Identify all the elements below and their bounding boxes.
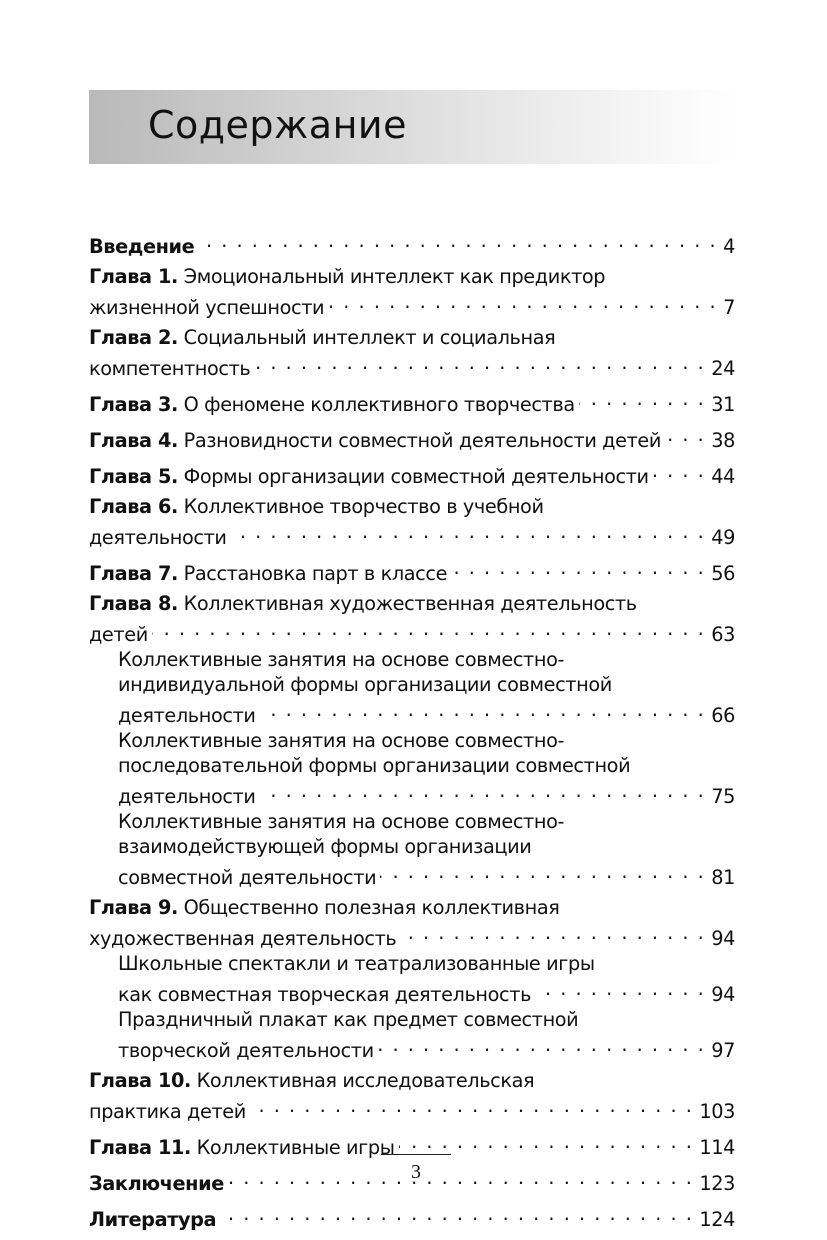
toc-entry-label: Глава 5. xyxy=(89,465,178,488)
dot-leader xyxy=(399,1129,694,1154)
dot-leader xyxy=(228,1165,694,1190)
toc-page-number: 44 xyxy=(711,465,735,488)
toc-subentry-title-end: творческой деятельности xyxy=(118,1039,374,1062)
toc-page-number: 114 xyxy=(699,1136,735,1159)
toc-page-number: 94 xyxy=(711,983,735,1006)
toc-entry-chapter-1[interactable] xyxy=(89,264,735,320)
toc-page-number: 123 xyxy=(699,1172,735,1195)
dot-leader xyxy=(400,920,705,945)
dot-leader xyxy=(451,555,705,580)
toc-entry-introduction[interactable] xyxy=(89,228,735,259)
toc-entry-title-end: компетентность xyxy=(89,357,251,380)
toc-subentry-line: Коллективные занятия на основе совместно- xyxy=(118,810,565,833)
toc-entry-title: Эмоциональный интеллект как предиктор xyxy=(183,265,606,288)
dot-leader xyxy=(535,976,705,1001)
toc-entry-title: О феномене коллективного творчества xyxy=(183,393,575,416)
dot-leader xyxy=(220,1201,693,1226)
toc-page-number: 49 xyxy=(711,526,735,549)
toc-subentry[interactable] xyxy=(118,951,735,1007)
toc-entry-chapter-5[interactable] xyxy=(89,458,735,489)
toc-subentry-title-end: деятельности xyxy=(118,785,256,808)
dot-leader xyxy=(260,697,706,722)
toc-subentry-line: Коллективные занятия на основе совместно- xyxy=(118,648,565,671)
toc-entry-title-end: практика детей xyxy=(89,1100,246,1123)
dot-leader xyxy=(254,350,705,375)
dot-leader xyxy=(378,1032,706,1057)
toc-entry-chapter-6[interactable] xyxy=(89,494,735,550)
toc-entry-label: Глава 6. xyxy=(89,495,178,518)
toc-page-number: 38 xyxy=(711,429,735,452)
toc-entry-title: Расстановка парт в классе xyxy=(183,562,448,585)
toc-page-number: 31 xyxy=(711,393,735,416)
dot-leader xyxy=(260,778,706,803)
dot-leader xyxy=(380,859,705,884)
toc-subentry-line: последовательной формы организации совместной xyxy=(118,754,631,777)
toc-entry-label: Глава 4. xyxy=(89,429,178,452)
toc-entry-bibliography[interactable] xyxy=(89,1201,735,1232)
toc-page-number: 56 xyxy=(711,562,735,585)
toc-entry-title-end: жизненной успешности xyxy=(89,296,325,319)
toc-entry-title: Коллективная художественная деятельность xyxy=(183,592,637,615)
footer-rule xyxy=(381,1154,451,1155)
dot-leader xyxy=(231,519,706,544)
page-number: 3 xyxy=(411,1161,421,1183)
toc-page-number: 7 xyxy=(723,296,735,319)
toc-entry-title: Формы организации совместной деятельности xyxy=(183,465,649,488)
dot-leader xyxy=(579,386,705,411)
toc-page-number: 4 xyxy=(723,235,735,258)
toc-page-number: 63 xyxy=(711,623,735,646)
toc-entry-chapter-9[interactable] xyxy=(89,895,735,951)
dot-leader xyxy=(152,616,705,641)
toc-entry-title: Разновидности совместной деятельности детей xyxy=(183,429,661,452)
toc-entry-label: Глава 1. xyxy=(89,265,178,288)
toc-subentry-line: Школьные спектакли и театрализованные игры xyxy=(118,952,595,975)
toc-page-number: 124 xyxy=(699,1208,735,1231)
toc-subentry-title-end: совместной деятельности xyxy=(118,866,377,889)
toc-entry-label: Литература xyxy=(89,1208,217,1231)
toc-subentry-title-end: как совместная творческая деятельность xyxy=(118,983,532,1006)
toc-subentry[interactable] xyxy=(118,1007,735,1063)
toc-entry-chapter-11[interactable] xyxy=(89,1129,735,1160)
toc-entry-title: Общественно полезная коллективная xyxy=(183,896,560,919)
toc-entry-chapter-4[interactable] xyxy=(89,422,735,453)
toc-page-number: 75 xyxy=(711,785,735,808)
toc-entry-label: Глава 2. xyxy=(89,326,178,349)
toc-subentry-line: Праздничный плакат как предмет совместной xyxy=(118,1008,579,1031)
dot-leader xyxy=(250,1093,694,1118)
toc-entry-title: Социальный интеллект и социальная xyxy=(183,326,556,349)
toc-entry-chapter-2[interactable] xyxy=(89,325,735,381)
toc-entry-chapter-3[interactable] xyxy=(89,386,735,417)
toc-entry-title: Коллективные игры xyxy=(196,1136,395,1159)
toc-entry-chapter-10[interactable] xyxy=(89,1068,735,1124)
toc-entry-label: Глава 10. xyxy=(89,1069,191,1092)
page-title: Содержание xyxy=(148,103,407,147)
dot-leader xyxy=(328,289,717,314)
toc-entry-label: Заключение xyxy=(89,1172,224,1195)
toc-entry-label: Глава 8. xyxy=(89,592,178,615)
toc-subentry-line: индивидуальной формы организации совместной xyxy=(118,673,612,696)
toc-subentry[interactable] xyxy=(118,728,735,809)
toc-subentry-title-end: деятельности xyxy=(118,704,256,727)
table-of-contents xyxy=(89,228,735,1237)
toc-page-number: 66 xyxy=(711,704,735,727)
toc-subentry[interactable] xyxy=(118,647,735,728)
toc-entry-title: Коллективное творчество в учебной xyxy=(183,495,544,518)
toc-entry-title-end: художественная деятельность xyxy=(89,927,397,950)
toc-entry-title-end: детей xyxy=(89,623,148,646)
toc-entry-title-end: деятельности xyxy=(89,526,227,549)
toc-page-number: 103 xyxy=(699,1100,735,1123)
toc-entry-chapter-8[interactable] xyxy=(89,591,735,647)
dot-leader xyxy=(665,422,705,447)
toc-entry-label: Глава 7. xyxy=(89,562,178,585)
toc-entry-label: Введение xyxy=(89,235,195,258)
toc-page-number: 81 xyxy=(711,866,735,889)
dot-leader xyxy=(198,228,717,253)
toc-subentry-line: Коллективные занятия на основе совместно- xyxy=(118,729,565,752)
toc-page-number: 24 xyxy=(711,357,735,380)
toc-entry-title: Коллективная исследовательская xyxy=(196,1069,535,1092)
toc-entry-label: Глава 11. xyxy=(89,1136,191,1159)
toc-subentry[interactable] xyxy=(118,809,735,890)
toc-entry-label: Глава 9. xyxy=(89,896,178,919)
dot-leader xyxy=(653,458,706,483)
toc-page-number: 97 xyxy=(711,1039,735,1062)
toc-page-number: 94 xyxy=(711,927,735,950)
toc-entry-label: Глава 3. xyxy=(89,393,178,416)
toc-subentry-line: взаимодействующей формы организации xyxy=(118,835,532,858)
toc-entry-chapter-7[interactable] xyxy=(89,555,735,586)
